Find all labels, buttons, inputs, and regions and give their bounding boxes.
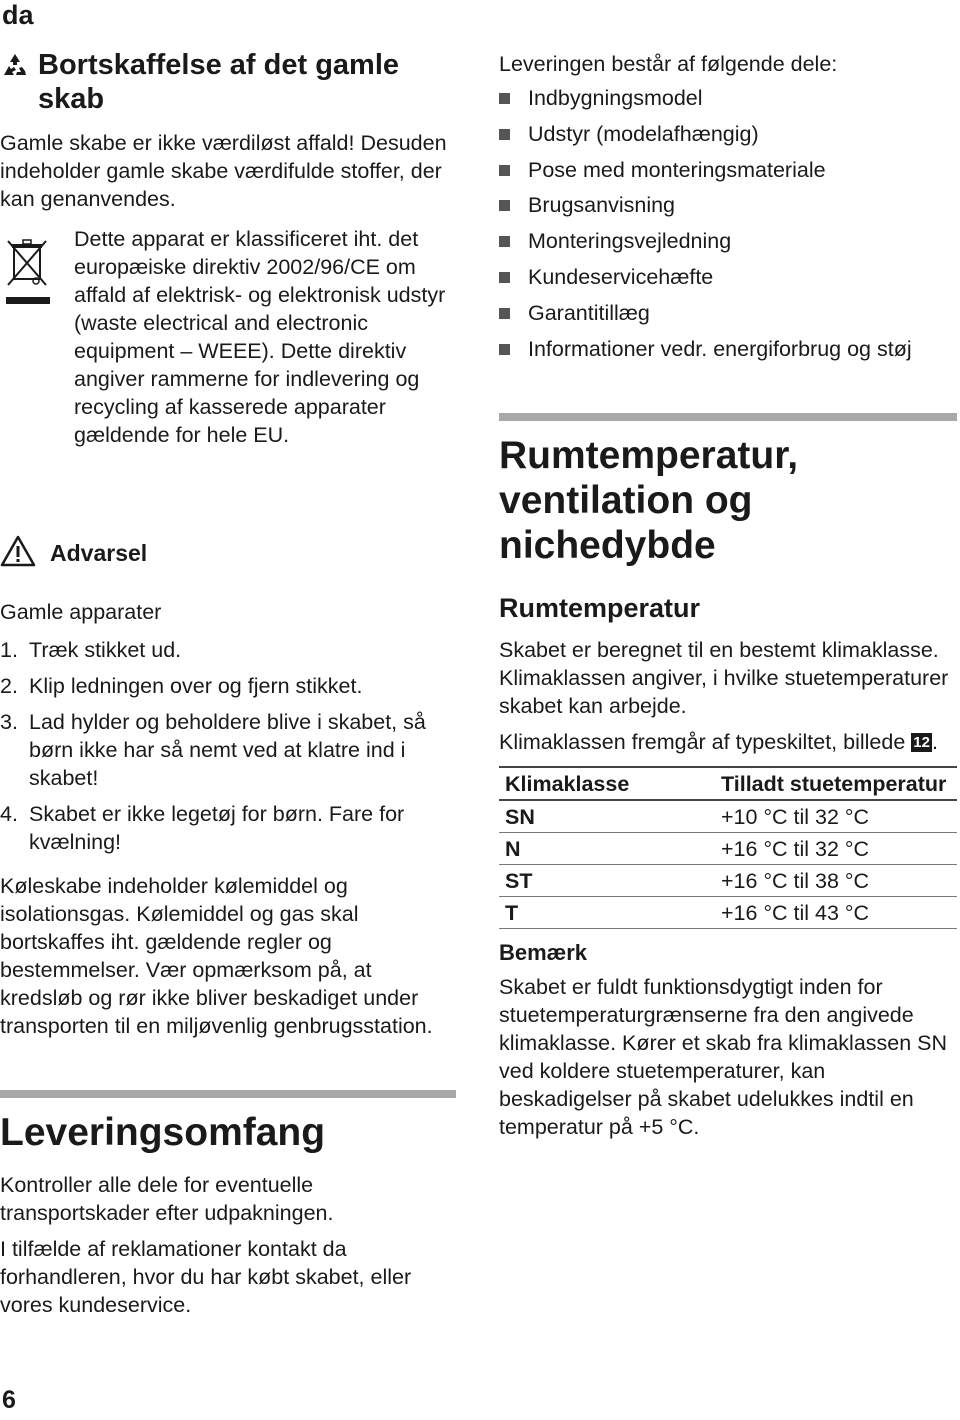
section-divider <box>499 413 957 421</box>
disposal-intro: Gamle skabe er ikke værdiløst affald! Desuden indeholder gamle skabe værdifulde stoffer, der kan genanvendes. <box>0 131 447 211</box>
bullet-square-icon <box>499 165 510 176</box>
bullet-square-icon <box>499 129 510 140</box>
table-row: SN +10 °C til 32 °C <box>499 800 957 833</box>
warning-triangle-icon <box>0 535 36 572</box>
page-number: 6 <box>2 1386 16 1414</box>
warning-label: Advarsel <box>50 540 148 566</box>
list-item: Monteringsvejledning <box>499 227 957 255</box>
bullet-square-icon <box>499 93 510 104</box>
list-item: Kundeservicehæfte <box>499 263 957 291</box>
left-column <box>0 48 456 1319</box>
section-divider <box>0 1090 456 1098</box>
delivery-title: Leveringsomfang <box>0 1111 326 1154</box>
delivery-complaint-text: I tilfælde af reklamationer kontakt da forhandleren, hvor du har købt skabet, eller vores kundeservice. <box>0 1237 412 1317</box>
weee-text: Dette apparat er klassificeret iht. det europæiske direktiv 2002/96/CE om affald af elektrisk- og elektronisk udstyr (waste electrical and electronic equipment – WEEE). Dette direktiv angiver rammerne for indlevering og recycling af kasserede apparater gældende for hele EU. <box>74 227 446 447</box>
delivery-check-text: Kontroller alle dele for eventuelle transportskader efter udpakningen. <box>0 1173 334 1225</box>
list-item: 2. Klip ledningen over og fjern stikket. <box>0 674 363 698</box>
recycle-icon <box>0 51 30 89</box>
disposal-title: Bortskaffelse af det gamle skab <box>38 49 400 115</box>
room-subtitle: Rumtemperatur <box>499 592 701 623</box>
disposal-steps <box>0 636 456 856</box>
note-title: Bemærk <box>499 939 588 965</box>
figure-reference-badge: 12 <box>913 733 930 751</box>
right-column <box>499 48 957 1141</box>
room-title: Rumtemperatur, ventilation og nichedybde <box>499 433 799 567</box>
list-item: Pose med monteringsmateriale <box>499 156 957 184</box>
column-header: Klimaklasse <box>499 767 715 800</box>
table-row: T +16 °C til 43 °C <box>499 896 957 928</box>
note-text: Skabet er fuldt funktionsdygtigt inden for stuetemperaturgrænserne fra den angivede klimaklasse. Kører et skab fra klimaklassen SN ved koldere stuetemperaturer, kan beskadigelser på skabet udelukkes indtil en temperatur på +5 °C. <box>499 974 948 1139</box>
climate-class-table <box>499 766 957 929</box>
bullet-square-icon <box>499 308 510 319</box>
parts-list <box>499 84 957 363</box>
disposal-heading <box>0 48 456 116</box>
column-header: Tilladt stuetemperatur <box>715 767 957 800</box>
crossed-bin-icon <box>6 237 50 314</box>
list-item: 1. Træk stikket ud. <box>0 638 182 662</box>
warning-header <box>0 535 456 572</box>
climate-intro: Skabet er beregnet til en bestemt klimaklasse. Klimaklassen angiver, i hvilke stuetemperaturer skabet kan arbejde. <box>499 637 949 718</box>
bullet-square-icon <box>499 200 510 211</box>
warning-heading: Gamle apparater <box>0 600 162 624</box>
list-item: Udstyr (modelafhængig) <box>499 120 957 148</box>
list-item: 4. Skabet er ikke legetøj for børn. Fare for kvælning! <box>0 802 405 854</box>
parts-intro: Leveringen består af følgende dele: <box>499 52 838 76</box>
list-item: Garantitillæg <box>499 299 957 327</box>
bullet-square-icon <box>499 236 510 247</box>
bullet-square-icon <box>499 344 510 355</box>
bullet-square-icon <box>499 272 510 283</box>
table-row: ST +16 °C til 38 °C <box>499 864 957 896</box>
table-row: N +16 °C til 32 °C <box>499 832 957 864</box>
list-item: Brugsanvisning <box>499 191 957 219</box>
list-item: Indbygningsmodel <box>499 84 957 112</box>
list-item: 3. Lad hylder og beholdere blive i skabet, så børn ikke har så nemt ved at klatre ind i skabet! <box>0 710 426 790</box>
coolant-text: Køleskabe indeholder kølemiddel og isolationsgas. Kølemiddel og gas skal bortskaffes iht. gældende regler og bestemmelser. Vær opmærksom på, at kredsløb og rør ikke bliver beskadiget under transporten til en miljøvenlig genbrugsstation. <box>0 874 433 1038</box>
table-header-row <box>499 767 957 800</box>
list-item: Informationer vedr. energiforbrug og støj <box>499 335 957 363</box>
climate-typeplate-text: Klimaklassen fremgår af typeskiltet, billede 12. <box>499 729 938 754</box>
weee-block <box>0 227 456 523</box>
language-code: da <box>2 0 34 30</box>
